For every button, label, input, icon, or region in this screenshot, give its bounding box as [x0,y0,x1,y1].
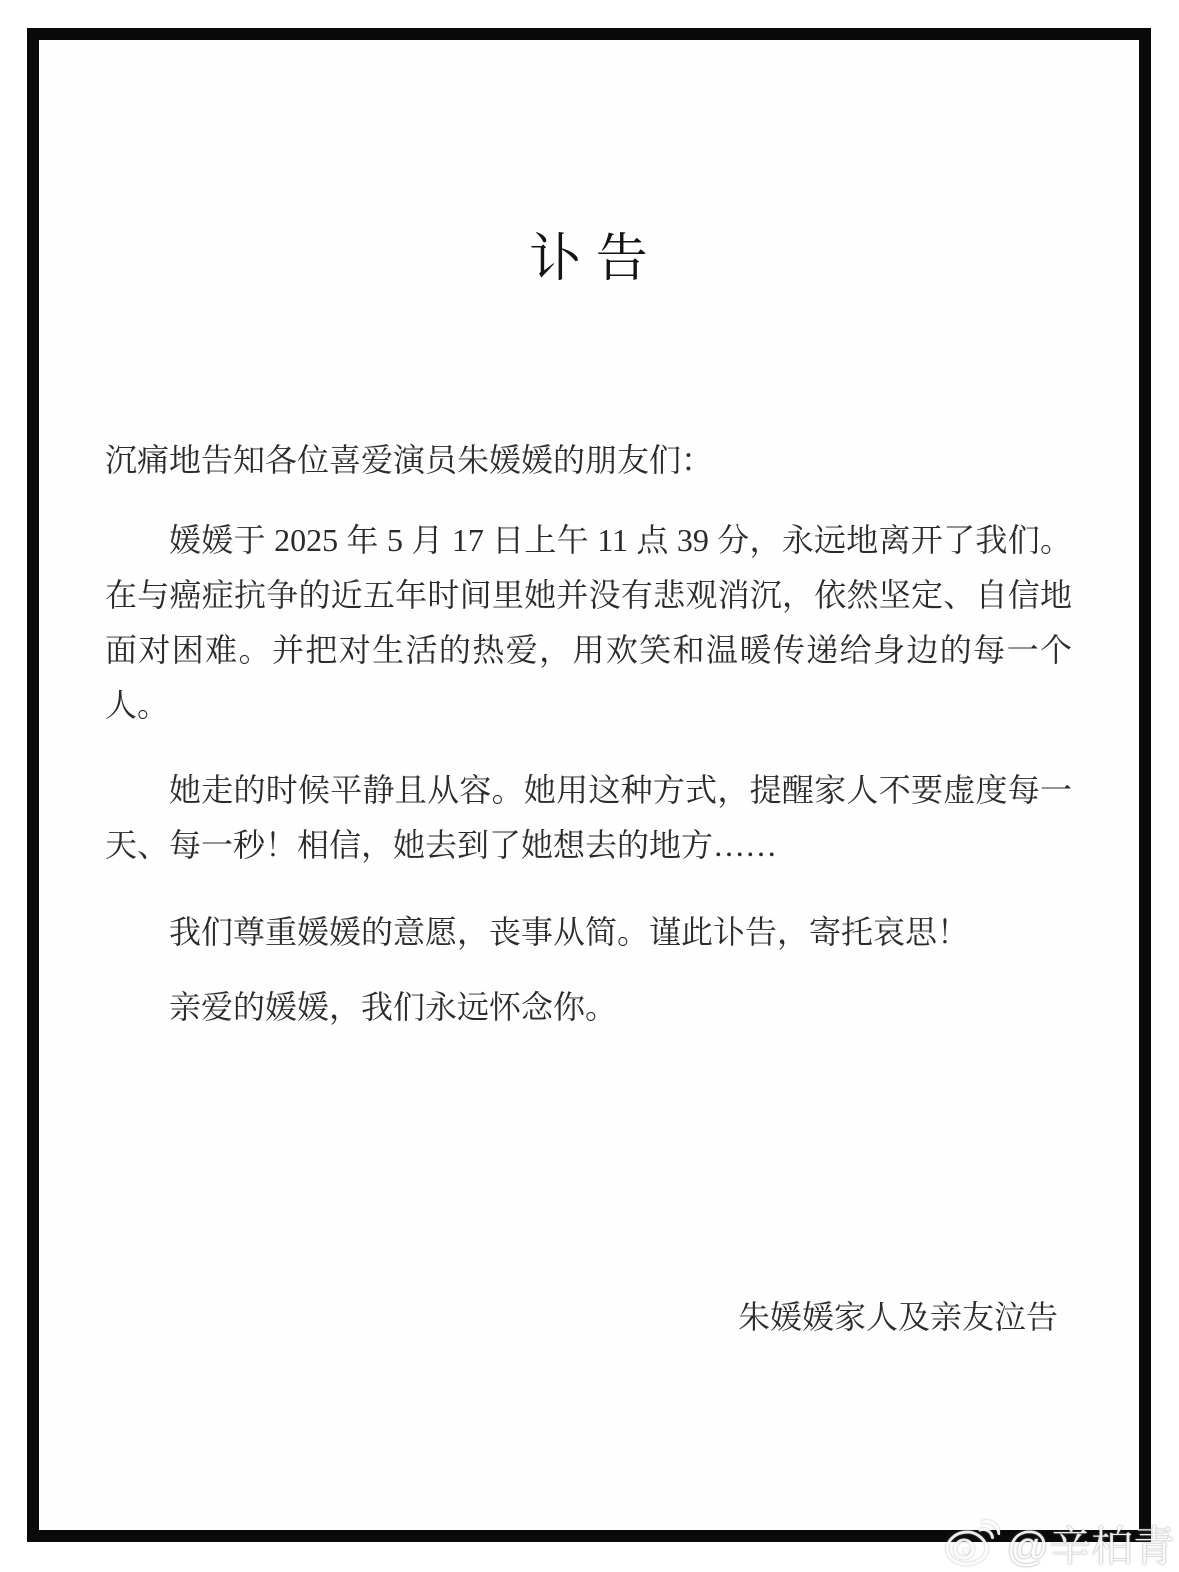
paragraph-funeral-arrangement: 我们尊重媛媛的意愿，丧事从简。谨此讣告，寄托哀思！ [169,914,970,950]
notice-content [78,80,1099,1486]
paragraph-remembrance: 亲爱的媛媛，我们永远怀念你。 [169,989,618,1025]
paragraph-her-departure: 她走的时候平静且从容。她用这种方式，提醒家人不要虚度每一天、每一秒！相信，她去到了她想去的地方…… [105,772,1072,863]
weibo-watermark [942,1514,1175,1572]
greeting-line: 沉痛地告知各位喜爱演员朱媛媛的朋友们： [105,442,714,478]
border-frame [27,28,1151,1542]
paragraph-passing-announcement: 媛媛于 2025 年 5 月 17 日上午 11 点 39 分，永远地离开了我们。在与癌症抗争的近五年时间里她并没有悲观消沉，依然坚定、自信地面对困难。并把对生活的热爱，用欢笑和温暖传递给身边的每一个人。 [105,522,1072,723]
signature-line: 朱媛媛家人及亲友泣告 [737,1299,1058,1335]
weibo-icon [942,1519,1000,1569]
notice-title: 讣告 [529,230,663,288]
watermark-handle: @辛柏青 [1006,1523,1175,1570]
